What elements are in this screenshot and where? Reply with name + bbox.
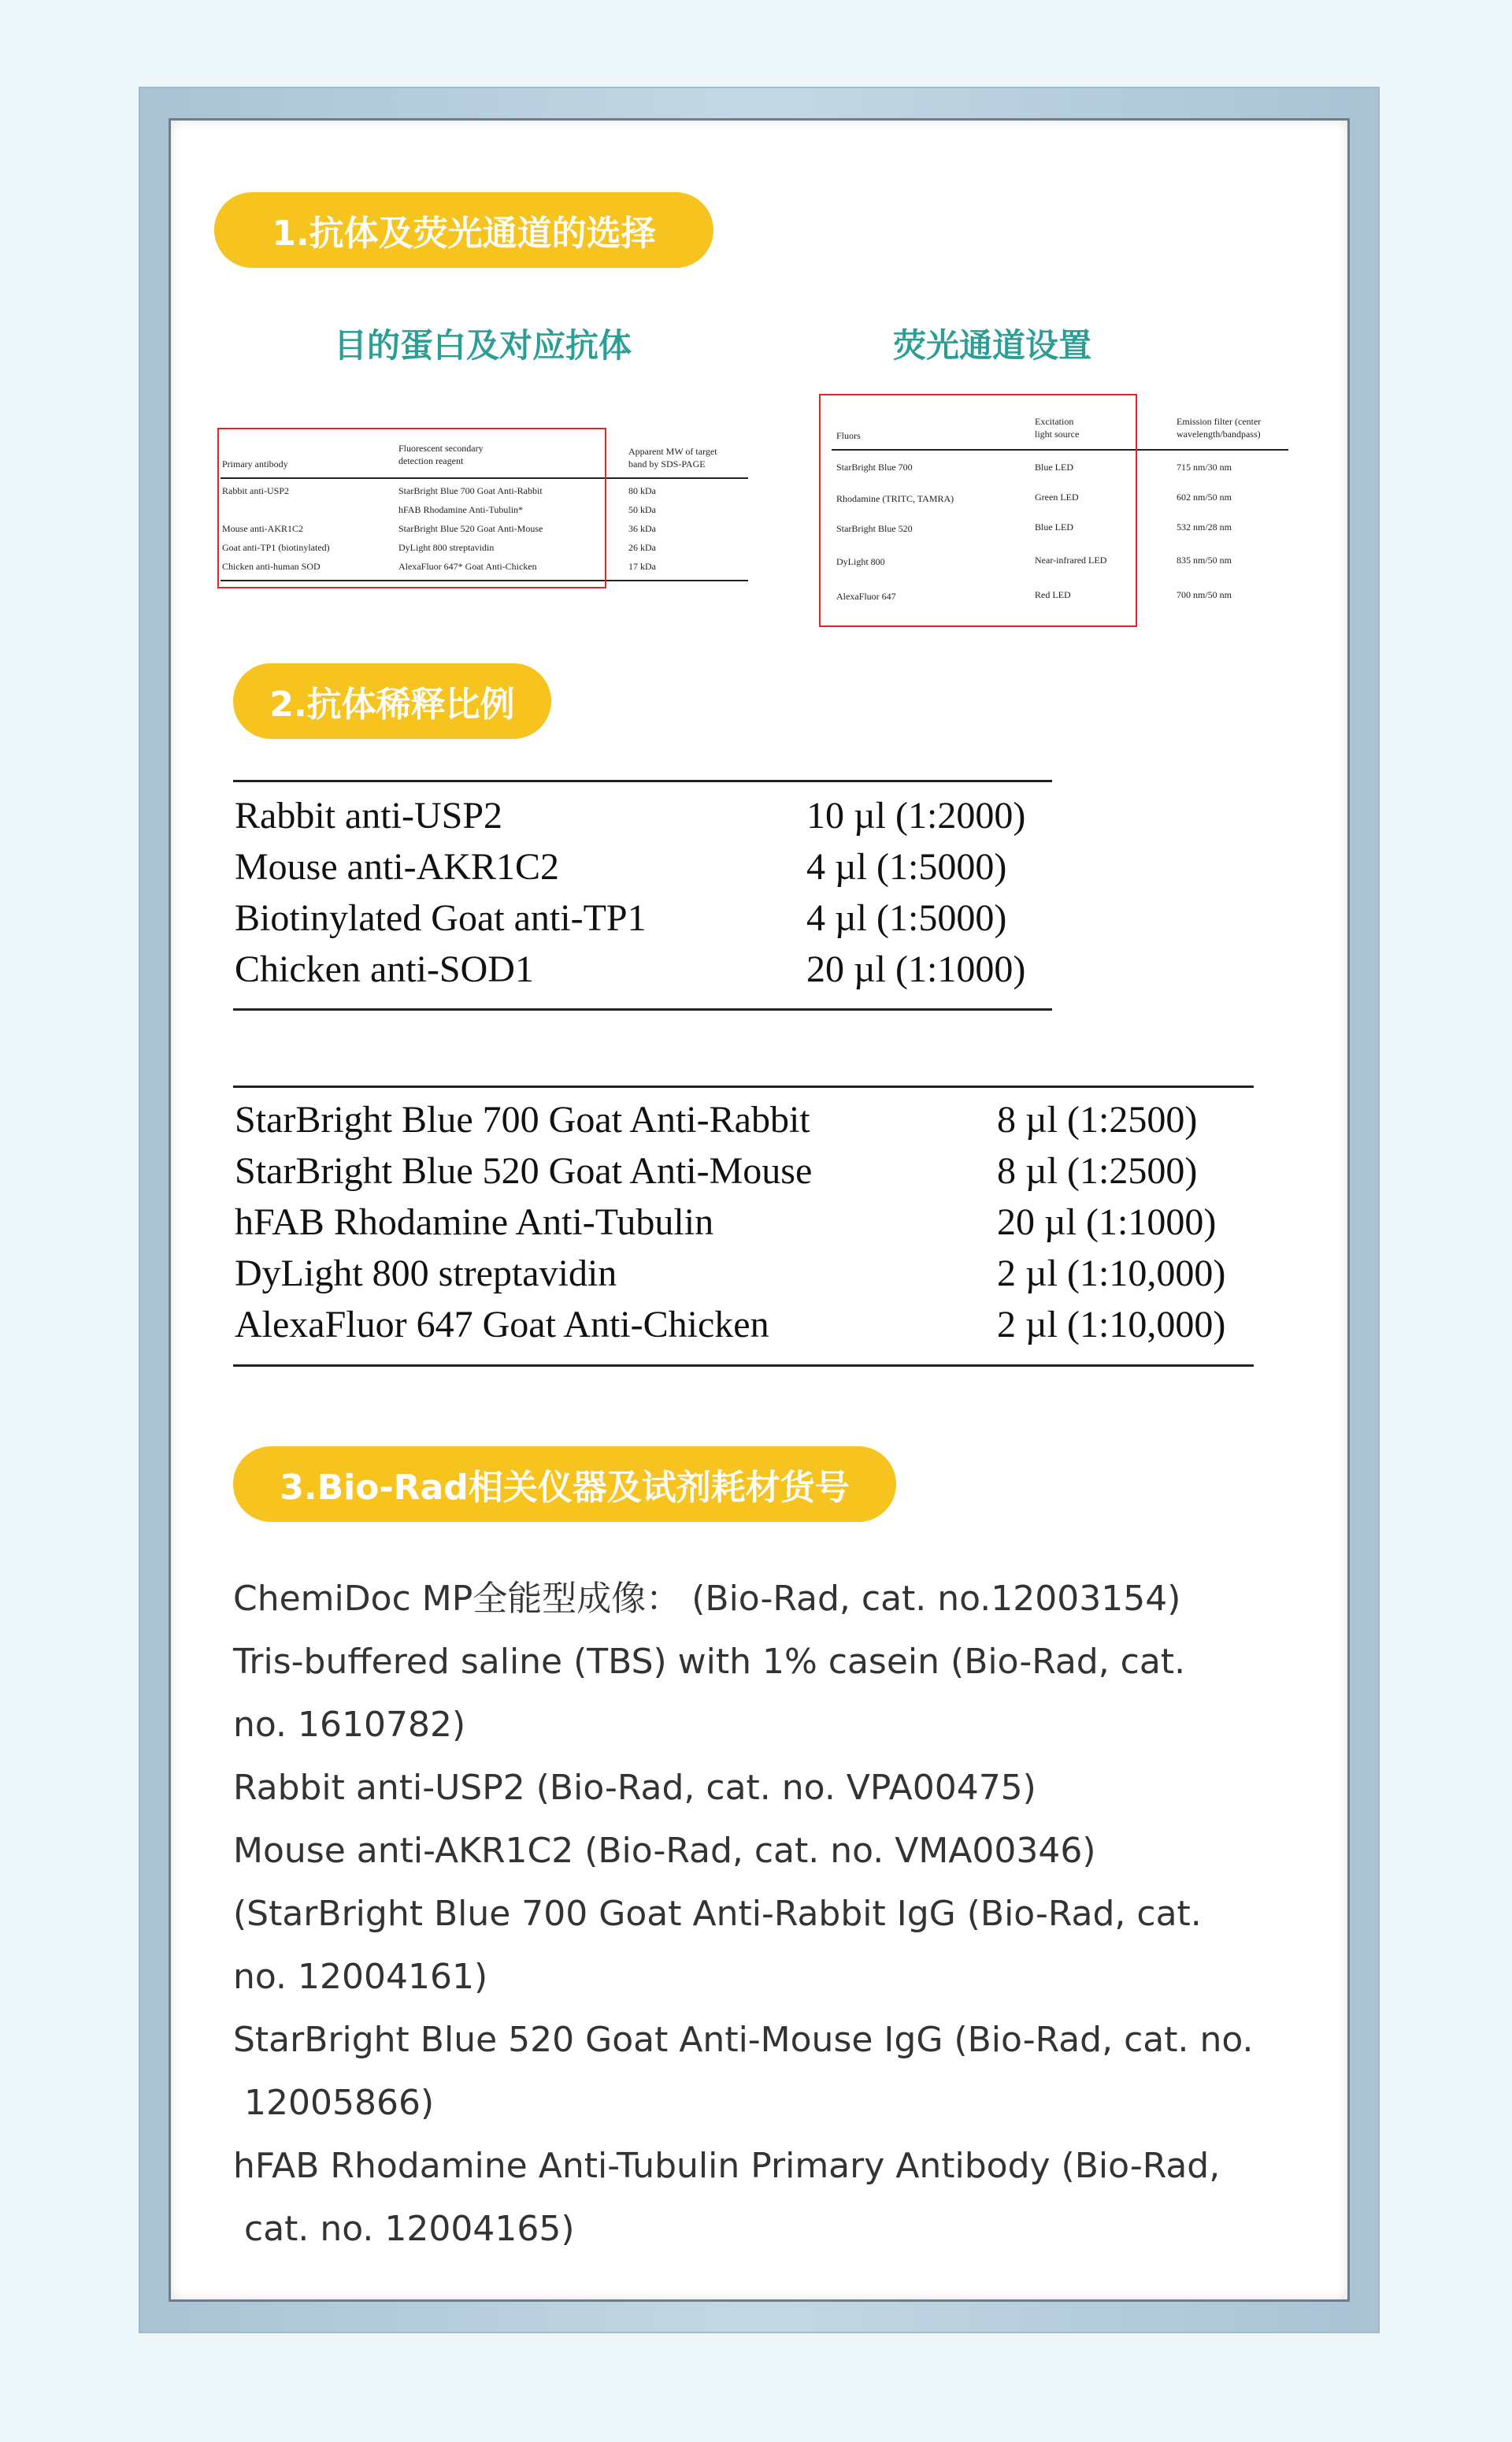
header-cell: light source	[1035, 429, 1080, 440]
list-item: ChemiDoc MP全能型成像： (Bio-Rad, cat. no.12003154)	[233, 1579, 1181, 1619]
table-cell: 80 kDa	[628, 485, 656, 496]
dilution-value: 4 µl (1:5000)	[806, 897, 1007, 939]
table-row	[233, 794, 1052, 844]
table-cell: Near-infrared LED	[1035, 555, 1107, 566]
table-row	[233, 1252, 1254, 1302]
antibody-subheading: 目的蛋白及对应抗体	[334, 326, 632, 365]
table-cell: Blue LED	[1035, 521, 1073, 533]
primary-dilution-table	[233, 780, 1052, 1016]
channel-subheading: 荧光通道设置	[893, 326, 1092, 365]
table-cell: Goat anti-TP1 (biotinylated)	[222, 542, 330, 553]
dilution-value: 2 µl (1:10,000)	[997, 1253, 1226, 1294]
header-cell: Excitation	[1035, 416, 1074, 427]
header-cell: detection reagent	[398, 455, 464, 466]
list-item: hFAB Rhodamine Anti-Tubulin Primary Antibody (Bio-Rad,	[233, 2146, 1221, 2186]
table-cell: AlexaFluor 647	[836, 591, 896, 602]
list-item: 12005866)	[233, 2083, 435, 2123]
table-row	[233, 845, 1052, 896]
table-cell: 26 kDa	[628, 542, 656, 553]
table-cell: Mouse anti-AKR1C2	[222, 523, 303, 534]
table-row	[233, 896, 1052, 947]
secondary-dilution-table	[233, 1086, 1254, 1369]
table-cell: Blue LED	[1035, 462, 1073, 473]
dilution-value: 4 µl (1:5000)	[806, 846, 1007, 888]
dilution-value: 20 µl (1:1000)	[997, 1201, 1217, 1243]
highlight-box	[819, 394, 1137, 627]
table-cell: DyLight 800 streptavidin	[398, 542, 495, 553]
reagent-name: StarBright Blue 520 Goat Anti-Mouse	[235, 1150, 813, 1192]
table-rule	[233, 1008, 1052, 1011]
table-row	[233, 948, 1052, 998]
antibody-name: Rabbit anti-USP2	[235, 795, 503, 837]
table-cell: 36 kDa	[628, 523, 656, 534]
header-cell: Fluorescent secondary	[398, 443, 484, 454]
list-item: Rabbit anti-USP2 (Bio-Rad, cat. no. VPA00475)	[233, 1768, 1036, 1808]
table-cell: DyLight 800	[836, 556, 885, 567]
dilution-value: 2 µl (1:10,000)	[997, 1304, 1226, 1345]
header-cell: wavelength/bandpass)	[1177, 429, 1261, 440]
header-cell: Fluors	[836, 430, 861, 441]
table-cell: Red LED	[1035, 589, 1071, 600]
table-row	[233, 1201, 1254, 1251]
list-item: StarBright Blue 520 Goat Anti-Mouse IgG (Bio-Rad, cat. no.	[233, 2020, 1254, 2060]
table-cell: StarBright Blue 520 Goat Anti-Mouse	[398, 523, 543, 534]
header-cell: Emission filter (center	[1177, 416, 1262, 427]
table-cell: 715 nm/30 nm	[1177, 462, 1232, 473]
reagent-name: hFAB Rhodamine Anti-Tubulin	[235, 1201, 714, 1243]
table-cell: 700 nm/50 nm	[1177, 589, 1232, 600]
list-item: no. 12004161)	[233, 1957, 488, 1997]
antibody-name: Chicken anti-SOD1	[235, 948, 534, 990]
table-cell: 602 nm/50 nm	[1177, 492, 1232, 503]
table-cell: hFAB Rhodamine Anti-Tubulin*	[398, 504, 524, 515]
table-rule	[233, 1086, 1254, 1088]
table-cell: 50 kDa	[628, 504, 656, 515]
table-cell: StarBright Blue 700	[836, 462, 913, 473]
dilution-value: 8 µl (1:2500)	[997, 1099, 1198, 1141]
list-item: Tris-buffered saline (TBS) with 1% casein (Bio-Rad, cat.	[233, 1642, 1186, 1682]
dilution-value: 20 µl (1:1000)	[806, 948, 1026, 990]
table-cell: 532 nm/28 nm	[1177, 521, 1232, 533]
header-cell: band by SDS-PAGE	[628, 458, 706, 469]
table-cell: StarBright Blue 700 Goat Anti-Rabbit	[398, 485, 543, 496]
table-cell: 835 nm/50 nm	[1177, 555, 1232, 566]
table-cell: Rhodamine (TRITC, TAMRA)	[836, 493, 954, 504]
antibody-name: Biotinylated Goat anti-TP1	[235, 897, 647, 939]
table-cell: StarBright Blue 520	[836, 523, 913, 534]
list-item: Mouse anti-AKR1C2 (Bio-Rad, cat. no. VMA00346)	[233, 1831, 1096, 1871]
table-cell: Chicken anti-human SOD	[222, 561, 321, 572]
section-3-title: 3.Bio-Rad相关仪器及试剂耗材货号	[233, 1446, 896, 1522]
section-2-title: 2.抗体稀释比例	[233, 663, 551, 739]
table-row	[233, 1149, 1254, 1200]
reagent-name: AlexaFluor 647 Goat Anti-Chicken	[235, 1304, 769, 1345]
reagent-name: StarBright Blue 700 Goat Anti-Rabbit	[235, 1099, 810, 1141]
table-cell: 17 kDa	[628, 561, 656, 572]
table-row	[233, 1098, 1254, 1149]
antibody-name: Mouse anti-AKR1C2	[235, 846, 559, 888]
list-item: no. 1610782)	[233, 1705, 466, 1745]
table-cell: Green LED	[1035, 492, 1079, 503]
header-cell: Apparent MW of target	[628, 446, 717, 457]
section-1-title: 1.抗体及荧光通道的选择	[214, 192, 713, 268]
biorad-catalog-list	[233, 1568, 1280, 2261]
table-cell: Rabbit anti-USP2	[222, 485, 290, 496]
dilution-value: 8 µl (1:2500)	[997, 1150, 1198, 1192]
table-rule	[233, 1364, 1254, 1367]
list-item: (StarBright Blue 700 Goat Anti-Rabbit IgG (Bio-Rad, cat.	[233, 1894, 1202, 1934]
list-item: cat. no. 12004165)	[233, 2209, 575, 2249]
table-rule	[233, 780, 1052, 782]
table-row	[233, 1303, 1254, 1353]
dilution-value: 10 µl (1:2000)	[806, 795, 1026, 837]
reagent-name: DyLight 800 streptavidin	[235, 1253, 617, 1294]
header-cell: Primary antibody	[222, 458, 288, 469]
highlight-box	[217, 428, 606, 588]
table-cell: AlexaFluor 647* Goat Anti-Chicken	[398, 561, 537, 572]
